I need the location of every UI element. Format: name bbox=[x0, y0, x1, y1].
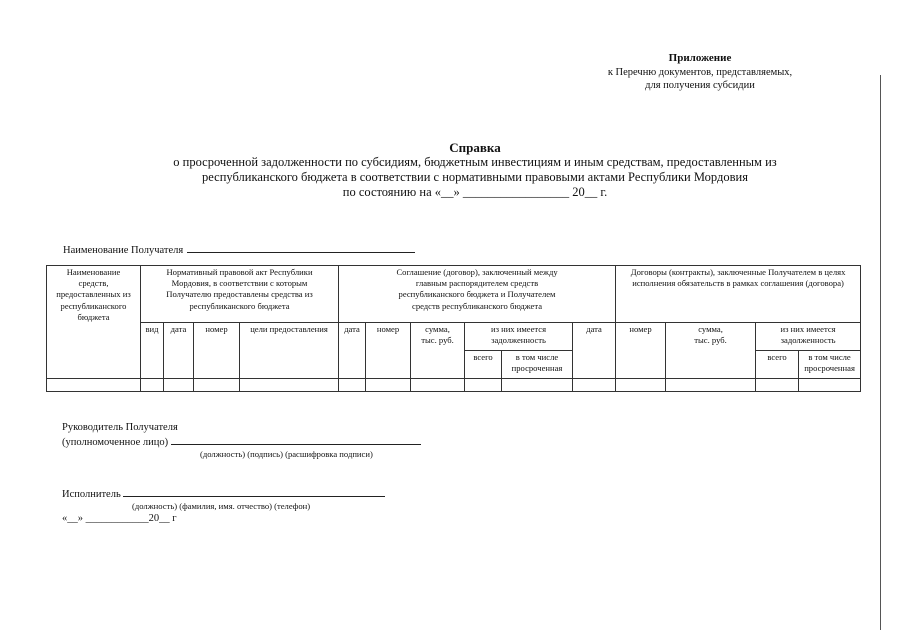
header-agreement-number: номер bbox=[366, 323, 411, 379]
document-heading bbox=[60, 140, 890, 200]
table-cell[interactable] bbox=[573, 379, 616, 392]
header-legal-act: Нормативный правовой акт Республики Мордовия, в соответствии с которым Получателю предоставлены средства из республиканского бюджета bbox=[141, 266, 339, 323]
header-contracts: Договоры (контракты), заключенные Получателем в целях исполнения обязательств в рамках соглашения (договора) bbox=[616, 266, 861, 323]
table-cell[interactable] bbox=[47, 379, 141, 392]
header-contract-debt-overdue: в том числе просроченная bbox=[799, 351, 861, 379]
table-cell[interactable] bbox=[411, 379, 465, 392]
appendix-line-1: к Перечню документов, представляемых, bbox=[607, 66, 793, 78]
recipient-field bbox=[63, 242, 415, 256]
header-act-number: номер bbox=[194, 323, 240, 379]
header-agreement-debt-overdue: в том числе просроченная bbox=[502, 351, 573, 379]
table-cell[interactable] bbox=[799, 379, 861, 392]
header-agreement-debt: из них имеется задолженность bbox=[465, 323, 573, 351]
executor-date-line: «__» ____________20__ г bbox=[62, 513, 177, 524]
table-cell[interactable] bbox=[164, 379, 194, 392]
table-cell[interactable] bbox=[666, 379, 756, 392]
header-contract-number: номер bbox=[616, 323, 666, 379]
header-agreement-sum: сумма, тыс. руб. bbox=[411, 323, 465, 379]
table-cell[interactable] bbox=[756, 379, 799, 392]
heading-line-1: о просроченной задолженности по субсидиям, бюджетным инвестициям и иным средствам, предоставленным из bbox=[173, 155, 777, 169]
heading-date-line: по состоянию на «__» _________________ 20__ г. bbox=[342, 185, 608, 199]
header-agreement: Соглашение (договор), заключенный между главным распорядителем средств республиканского бюджета и Получателем средств республиканского бюджета bbox=[339, 266, 616, 323]
header-act-type: вид bbox=[141, 323, 164, 379]
header-contract-debt: из них имеется задолженность bbox=[756, 323, 861, 351]
header-agreement-date: дата bbox=[339, 323, 366, 379]
debt-table bbox=[46, 265, 861, 392]
header-contract-debt-total: всего bbox=[756, 351, 799, 379]
table-cell[interactable] bbox=[240, 379, 339, 392]
appendix-title: Приложение bbox=[668, 52, 732, 64]
head-subtitle: (уполномоченное лицо) bbox=[62, 437, 169, 448]
header-act-date: дата bbox=[164, 323, 194, 379]
header-act-purpose: цели предоставления bbox=[240, 323, 339, 379]
executor-caption: (должность) (фамилия, имя. отчество) (телефон) bbox=[132, 501, 311, 511]
table-cell[interactable] bbox=[194, 379, 240, 392]
executor-fill-line[interactable] bbox=[123, 486, 385, 497]
table-cell[interactable] bbox=[366, 379, 411, 392]
appendix-line-2: для получения субсидии bbox=[645, 80, 755, 91]
head-signature-block bbox=[62, 421, 421, 460]
executor-block bbox=[62, 486, 385, 525]
head-title: Руководитель Получателя bbox=[62, 422, 178, 433]
table-cell[interactable] bbox=[465, 379, 502, 392]
header-funds-name: Наименование средств, предоставленных из республиканского бюджета bbox=[47, 266, 141, 351]
head-caption: (должность) (подпись) (расшифровка подписи) bbox=[200, 449, 373, 459]
table-cell[interactable] bbox=[339, 379, 366, 392]
table-cell[interactable] bbox=[616, 379, 666, 392]
header-agreement-debt-total: всего bbox=[465, 351, 502, 379]
table-row bbox=[47, 379, 861, 392]
head-signature-line[interactable] bbox=[171, 434, 421, 445]
document-title: Справка bbox=[449, 140, 501, 155]
recipient-fill-line[interactable] bbox=[187, 242, 415, 253]
heading-line-2: республиканского бюджета в соответствии с нормативными правовыми актами Республики Мордовия bbox=[202, 170, 748, 184]
header-contract-date: дата bbox=[573, 323, 616, 379]
table-cell[interactable] bbox=[502, 379, 573, 392]
header-funds-spacer bbox=[47, 351, 141, 379]
header-contract-sum: сумма, тыс. руб. bbox=[666, 323, 756, 379]
recipient-label: Наименование Получателя bbox=[63, 245, 184, 256]
executor-label: Исполнитель bbox=[62, 489, 121, 500]
appendix-header bbox=[560, 52, 840, 93]
table-cell[interactable] bbox=[141, 379, 164, 392]
